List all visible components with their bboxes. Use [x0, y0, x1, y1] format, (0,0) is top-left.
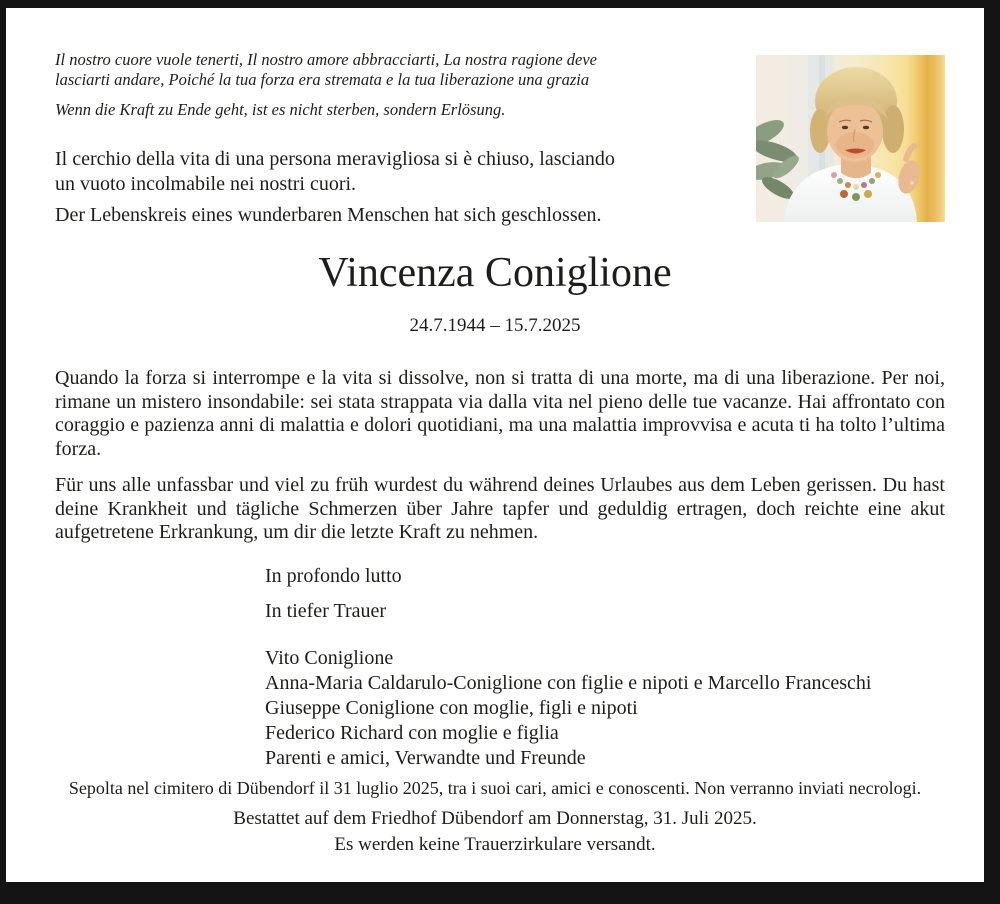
- notice-card: [6, 8, 984, 882]
- obituary-paragraph-german: Für uns alle unfassbar und viel zu früh wurdest du während deines Urlaubes aus dem Leben gerissen. Du hast deine Krankheit und tägliche Schmerzen über Jahre tapfer und geduldig ertragen, doch reichte eine akut aufgetretene Erkrankung, um dir die letzte Kraft zu nehmen.: [55, 474, 945, 544]
- portrait-photo-art: [756, 55, 945, 222]
- obituary-paragraph-italian: Quando la forza si interrompe e la vita si dissolve, non si tratta di una morte, ma di una liberazione. Per noi, rimane un mistero insondabile: sei stata strappata via dalla vita nel pieno delle tue vacanze. Hai affrontato con coraggio e pazienza anni di malattia e dolori quotidiani, ma una malattia improvvisa e acuta ti ha tolto l’ultima forza.: [55, 367, 945, 460]
- portrait-photo: [756, 55, 945, 222]
- mourner-row: Vito Coniglione: [265, 647, 394, 669]
- mourner-row: Parenti e amici, Verwandte und Freunde: [265, 747, 586, 769]
- epigraph-german: Wenn die Kraft zu Ende geht, ist es nicht sterben, sondern Erlösung.: [55, 100, 506, 119]
- mourning-label-italian: In profondo lutto: [265, 565, 402, 587]
- deceased-name: Vincenza Coniglione: [318, 250, 672, 296]
- epigraph-italian-line-2: lasciarti andare, Poiché la tua forza era stremata e la tua liberazione una grazia: [55, 69, 590, 89]
- intro-italian-line-1: Il cerchio della vita di una persona meravigliosa si è chiuso, lasciando: [55, 148, 615, 170]
- mourner-row: Federico Richard con moglie e figlia: [265, 722, 559, 744]
- intro-german: Der Lebenskreis eines wunderbaren Menschen hat sich geschlossen.: [55, 204, 602, 226]
- burial-note-italian: Sepolta nel cimitero di Dübendorf il 31 luglio 2025, tra i suoi cari, amici e conoscenti. Non verranno inviati necrologi.: [68, 778, 922, 798]
- burial-note-german-line-2: Es werden keine Trauerzirkulare versandt.: [334, 834, 656, 855]
- intro-italian-line-2: un vuoto incolmabile nei nostri cuori.: [55, 173, 357, 195]
- mourners-list: [265, 646, 965, 771]
- mourner-row: Giuseppe Coniglione con moglie, figli e nipoti: [265, 697, 638, 719]
- burial-note-german-line-1: Bestattet auf dem Friedhof Dübendorf am Donnerstag, 31. Juli 2025.: [233, 808, 757, 829]
- intro: [55, 147, 735, 228]
- mourning-label-german: In tiefer Trauer: [265, 600, 387, 622]
- epigraph: [55, 50, 695, 120]
- mourner-row: Anna-Maria Caldarulo-Coniglione con figlie e nipoti e Marcello Franceschi: [265, 672, 872, 694]
- mourning-block: [265, 564, 965, 771]
- epigraph-italian-line-1: Il nostro cuore vuole tenerti, Il nostro amore abbracciarti, La nostra ragione deve: [55, 50, 597, 69]
- life-dates: 24.7.1944 – 15.7.2025: [409, 315, 581, 336]
